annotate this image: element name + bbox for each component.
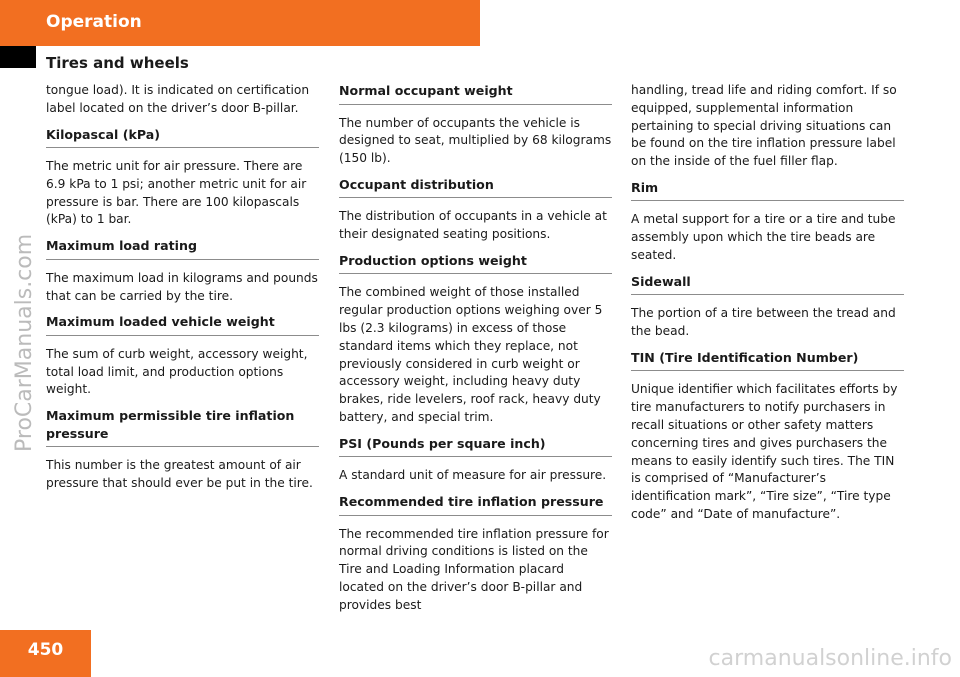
chapter-header-bar: [0, 0, 480, 46]
glossary-term-heading: Maximum permissible tire inflation pressure: [46, 407, 319, 447]
side-watermark: ProCarManuals.com: [12, 233, 37, 452]
glossary-term-heading: TIN (Tire Identification Number): [631, 349, 904, 372]
glossary-term-heading: Recommended tire inflation pressure: [339, 493, 612, 516]
glossary-term-heading: Maximum loaded vehicle weight: [46, 313, 319, 336]
glossary-paragraph: The sum of curb weight, accessory weight, total load limit, and production options weight.: [46, 346, 308, 397]
glossary-paragraph: tongue load). It is indicated on certification label located on the driver’s door B-pillar.: [46, 83, 310, 115]
glossary-paragraph: The metric unit for air pressure. There are 6.9 kPa to 1 psi; another metric unit for air pressure is bar. There are 100 kilopascals (kPa) to 1 bar.: [46, 159, 307, 227]
text-column-2: [339, 82, 612, 623]
bottom-watermark: carmanualsonline.info: [708, 646, 952, 671]
glossary-term-heading: Sidewall: [631, 273, 904, 296]
glossary-paragraph: The portion of a tire between the tread and the bead.: [631, 306, 896, 339]
section-marker-tab: [0, 46, 36, 68]
text-column-1: [46, 82, 319, 501]
page-number-box: [0, 630, 91, 677]
page-number: 450: [27, 640, 64, 660]
chapter-title: Operation: [46, 12, 142, 32]
glossary-paragraph: A standard unit of measure for air pressure.: [339, 468, 607, 483]
glossary-term-heading: Maximum load rating: [46, 237, 319, 260]
glossary-paragraph: The number of occupants the vehicle is designed to seat, multiplied by 68 kilograms (150 lb).: [339, 115, 612, 166]
glossary-paragraph: Unique identifier which facilitates efforts by tire manufacturers to notify purchasers in recall situations or other safety matters concerning tires and gives purchasers the means to easily identify such tires. The TIN is comprised of “Manufacturer’s identification mark”, “Tire size”, “Tire type code” and “Date of manufacture”.: [631, 382, 898, 522]
glossary-term-heading: Rim: [631, 179, 904, 202]
text-column-3: [631, 82, 904, 532]
section-title: Tires and wheels: [46, 54, 189, 72]
glossary-term-heading: Production options weight: [339, 252, 612, 275]
glossary-paragraph: The recommended tire inflation pressure for normal driving conditions is listed on the Tire and Loading Information placard located on the driver’s door B-pillar and provides best: [339, 526, 609, 612]
glossary-paragraph: The distribution of occupants in a vehicle at their designated seating positions.: [339, 209, 607, 242]
glossary-term-heading: Normal occupant weight: [339, 82, 612, 105]
glossary-paragraph: A metal support for a tire or a tire and tube assembly upon which the tire beads are seated.: [631, 212, 896, 263]
glossary-paragraph: The maximum load in kilograms and pounds that can be carried by the tire.: [46, 270, 318, 303]
glossary-term-heading: PSI (Pounds per square inch): [339, 435, 612, 458]
glossary-term-heading: Kilopascal (kPa): [46, 126, 319, 149]
glossary-paragraph: handling, tread life and riding comfort. If so equipped, supplemental information pertaining to special driving situations can be found on the tire inflation pressure label on the inside of the fuel filler flap.: [631, 83, 897, 169]
glossary-paragraph: This number is the greatest amount of air pressure that should ever be put in the tire.: [46, 458, 313, 491]
glossary-term-heading: Occupant distribution: [339, 176, 612, 199]
glossary-paragraph: The combined weight of those installed regular production options weighing over 5 lbs (2.3 kilograms) in excess of those standard items which they replace, not previously considered in curb weight or accessory weight, including heavy duty brakes, ride levelers, roof rack, heavy duty battery, and special trim.: [339, 285, 603, 425]
